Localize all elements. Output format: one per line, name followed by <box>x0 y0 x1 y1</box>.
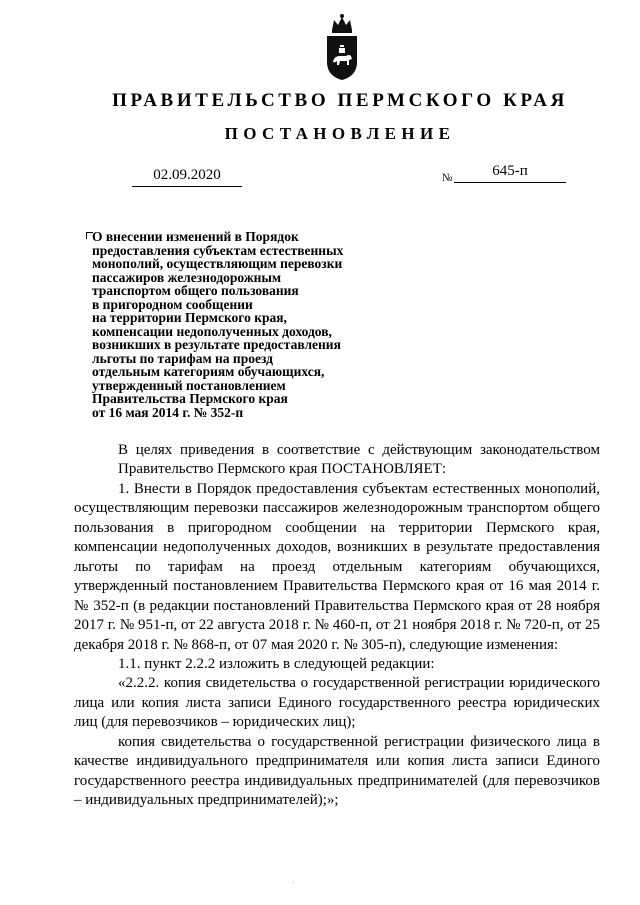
coat-of-arms-emblem <box>324 12 360 82</box>
document-date: 02.09.2020 <box>132 167 242 187</box>
subject-line: Правительства Пермского края <box>92 391 288 406</box>
subject-line: льготы по тарифам на проезд <box>92 350 273 366</box>
subject-line: на территории Пермского края, <box>92 310 287 325</box>
subject-line: в пригородном сообщении <box>92 296 253 312</box>
subject-line: отдельным категориям обучающихся, <box>92 364 325 379</box>
subject-line: транспортом общего пользования <box>92 283 299 298</box>
body-paragraph: Правительство Пермского края ПОСТАНОВЛЯЕТ: <box>118 461 447 478</box>
subject-line: О внесении изменений в Порядок <box>92 229 299 244</box>
scan-artifact: · <box>292 878 295 887</box>
document-subject <box>92 230 392 419</box>
subject-line: предоставления субъектам естественных <box>92 242 344 258</box>
body-paragraph: 1.1. пункт 2.2.2 изложить в следующей редакции: <box>118 655 435 672</box>
subject-line: монополий, осуществляющим перевозки <box>92 256 343 271</box>
subject-line: пассажиров железнодорожным <box>92 269 282 285</box>
number-sign: № <box>442 172 453 184</box>
document-number: 645-п <box>454 163 566 183</box>
body-paragraph: «2.2.2. копия свидетельства о государственной регистрации юридического лица или копия листа записи Единого государственного реестра юридических лиц (для перевозчиков – юридических лиц); <box>74 675 600 731</box>
subject-line: утвержденный постановлением <box>92 377 286 393</box>
government-title: ПРАВИТЕЛЬСТВО ПЕРМСКОГО КРАЯ <box>112 90 568 111</box>
subject-line: от 16 мая 2014 г. № 352-п <box>92 404 244 420</box>
document-body <box>74 441 600 811</box>
document-type-title: ПОСТАНОВЛЕНИЕ <box>224 124 456 143</box>
body-paragraph: копия свидетельства о государственной регистрации физического лица в качестве индивидуального предпринимателя или копия листа записи Единого государственного реестра индивидуальных предпринимателей (для перевозчиков – индивидуальных предпринимателей);»; <box>74 733 600 809</box>
subject-line: возникших в результате предоставления <box>92 337 341 352</box>
body-paragraph: В целях приведения в соответствие с действующим законодательством <box>118 442 600 458</box>
subject-line: компенсации недополученных доходов, <box>92 323 332 339</box>
body-paragraph: 1. Внести в Порядок предоставления субъектам естественных монополий, осуществляющим перевозки пассажиров железнодорожным транспортом общего пользования в пригородном сообщении на территории Пермского края, компенсации недополученных доходов, возникших в результате предоставления льготы по тарифам на проезд отдельным категориям обучающихся, утвержденный постановлением Правительства Пермского края от 16 мая 2014 г. № 352-п (в редакции постановлений Правительства Пермского края от 28 ноября 2017 г. № 951-п, от 22 августа 2018 г. № 460-п, от 21 ноября 2018 г. № 720-п, от 25 декабря 2018 г. № 868-п, от 07 мая 2020 г. № 305-п), следующие изменения: <box>74 480 600 653</box>
